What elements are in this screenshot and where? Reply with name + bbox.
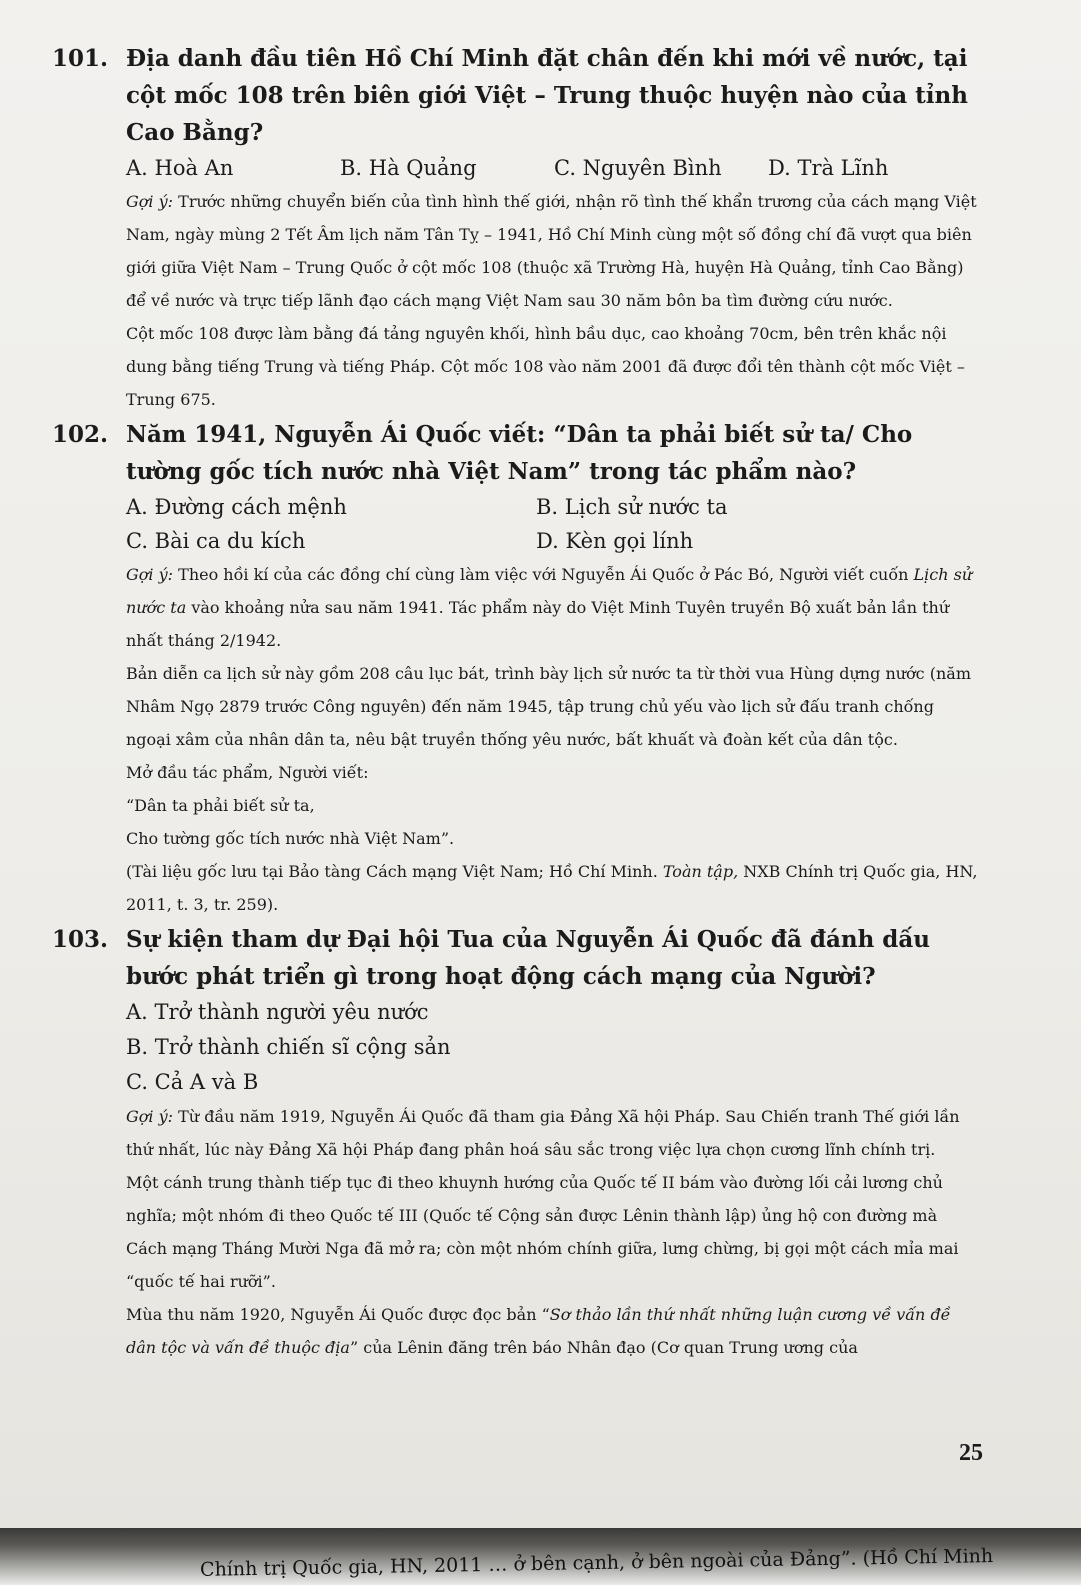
hint-paragraph: Cột mốc 108 được làm bằng đá tảng nguyên khối, hình bầu dục, cao khoảng 70cm, bên trên khắc nội dung bằng tiếng Trung và tiếng Pháp. Cột mốc 108 vào năm 2001 đã được đổi tên thành cột mốc Việt – Trung 675. — [126, 324, 965, 409]
question-number: 102. — [52, 421, 109, 448]
option-a: A. Hoà An — [126, 156, 234, 180]
source-citation — [126, 855, 982, 921]
hint-text: Từ đầu năm 1919, Nguyễn Ái Quốc đã tham gia Đảng Xã hội Pháp. Sau Chiến tranh Thế giới lần thứ nhất, lúc này Đảng Xã hội Pháp đang phân hoá sâu sắc trong việc lựa chọn cương lĩnh chính trị. — [126, 1107, 960, 1159]
option-b: B. Lịch sử nước ta — [536, 495, 728, 519]
hint-text: Theo hồi kí của các đồng chí cùng làm việc với Nguyễn Ái Quốc ở Pác Bó, Người viết cuốn — [178, 565, 914, 584]
answer-options — [52, 995, 982, 1100]
next-page-text: Chính trị Quốc gia, HN, 2011 … ở bên cạnh, ở bên ngoài của Đảng”. (Hồ Chí Minh — [199, 1545, 994, 1581]
option-b: B. Hà Quảng — [340, 156, 477, 180]
option-row — [126, 524, 982, 558]
hint-label: Gợi ý: — [126, 1107, 174, 1126]
hint-label: Gợi ý: — [126, 192, 174, 211]
option-d: D. Kèn gọi lính — [536, 529, 694, 553]
option-c: C. Bài ca du kích — [126, 529, 306, 553]
verse-line: Cho tường gốc tích nước nhà Việt Nam”. — [126, 829, 455, 848]
question-text: Địa danh đầu tiên Hồ Chí Minh đặt chân đến khi mới về nước, tại cột mốc 108 trên biên giới Việt – Trung thuộc huyện nào của tỉnh Cao Bằng? — [126, 45, 968, 146]
option-a: A. Đường cách mệnh — [126, 495, 347, 519]
page-content — [52, 40, 982, 1364]
answer-options — [52, 151, 982, 185]
hint-paragraph — [126, 1298, 982, 1364]
hint-paragraph: Một cánh trung thành tiếp tục đi theo khuynh hướng của Quốc tế II bám vào đường lối cải lương chủ nghĩa; một nhóm đi theo Quốc tế III (Quốc tế Cộng sản được Lênin thành lập) ủng hộ con đường mà Cách mạng Tháng Mười Nga đã mở ra; còn một nhóm chính giữa, lưng chừng, bị gọi một cách mỉa mai “quốc tế hai rưỡi”. — [126, 1173, 959, 1291]
question-103 — [52, 921, 982, 1364]
hint-text: ” của Lênin đăng trên báo Nhân đạo (Cơ quan Trung ương của — [349, 1338, 858, 1357]
option-b: B. Trở thành chiến sĩ cộng sản — [126, 1035, 451, 1059]
hint-text: vào khoảng nửa sau năm 1941. Tác phẩm này do Việt Minh Tuyên truyền Bộ xuất bản lần thứ nhất tháng 2/1942. — [126, 598, 950, 650]
hint-text: Mùa thu năm 1920, Nguyễn Ái Quốc được đọc bản “ — [126, 1305, 550, 1324]
hint-paragraph — [126, 558, 982, 657]
hint-text: Trước những chuyển biến của tình hình thế giới, nhận rõ tình thế khẩn trương của cách mạng Việt Nam, ngày mùng 2 Tết Âm lịch năm Tân Tỵ – 1941, Hồ Chí Minh cùng một số đồng chí đã vượt qua biên giới giữa Việt Nam – Trung Quốc ở cột mốc 108 (thuộc xã Trường Hà, huyện Hà Quảng, tỉnh Cao Bằng) để về nước và trực tiếp lãnh đạo cách mạng Việt Nam sau 30 năm bôn ba tìm đường cứu nước. — [126, 192, 977, 310]
option-d: D. Trà Lĩnh — [768, 156, 889, 180]
question-text: Năm 1941, Nguyễn Ái Quốc viết: “Dân ta phải biết sử ta/ Cho tường gốc tích nước nhà Việt Nam” trong tác phẩm nào? — [126, 421, 913, 485]
hint-paragraph: Bản diễn ca lịch sử này gồm 208 câu lục bát, trình bày lịch sử nước ta từ thời vua Hùng dựng nước (năm Nhâm Ngọ 2879 trước Công nguyên) đến năm 1945, tập trung chủ yếu vào lịch sử đấu tranh chống ngoại xâm của nhân dân ta, nêu bật truyền thống yêu nước, bất khuất và đoàn kết của dân tộc. — [126, 664, 971, 749]
question-header — [52, 40, 982, 151]
question-102 — [52, 416, 982, 921]
option-a: A. Trở thành người yêu nước — [126, 1000, 429, 1024]
page-number: 25 — [959, 1440, 983, 1466]
answer-options — [52, 490, 982, 558]
option-c: C. Nguyên Bình — [554, 156, 722, 180]
verse-line: “Dân ta phải biết sử ta, — [126, 796, 315, 815]
question-header — [52, 416, 982, 490]
option-row — [126, 490, 982, 524]
question-101 — [52, 40, 982, 416]
hint-block — [52, 1100, 982, 1364]
question-header — [52, 921, 982, 995]
hint-paragraph — [126, 185, 982, 317]
citation-text: NXB Chính trị Quốc gia, HN, 2011, t. 3, tr. 259). — [126, 862, 978, 914]
citation-text: (Tài liệu gốc lưu tại Bảo tàng Cách mạng Việt Nam; Hồ Chí Minh. — [126, 862, 663, 881]
work-title: Lịch sử nước ta — [126, 565, 973, 617]
hint-paragraph — [126, 1100, 982, 1166]
work-title: Toàn tập, — [662, 862, 739, 881]
work-title: Sơ thảo lần thứ nhất những luận cương về vấn đề dân tộc và vấn đề thuộc địa — [126, 1305, 951, 1357]
hint-block — [52, 558, 982, 921]
question-number: 101. — [52, 45, 109, 72]
next-page-strip — [0, 1528, 1081, 1585]
hint-label: Gợi ý: — [126, 565, 174, 584]
hint-paragraph: Mở đầu tác phẩm, Người viết: — [126, 763, 369, 782]
question-number: 103. — [52, 926, 109, 953]
option-c: C. Cả A và B — [126, 1070, 259, 1094]
question-text: Sự kiện tham dự Đại hội Tua của Nguyễn Ái Quốc đã đánh dấu bước phát triển gì trong hoạt động cách mạng của Người? — [126, 926, 931, 990]
hint-block — [52, 185, 982, 416]
